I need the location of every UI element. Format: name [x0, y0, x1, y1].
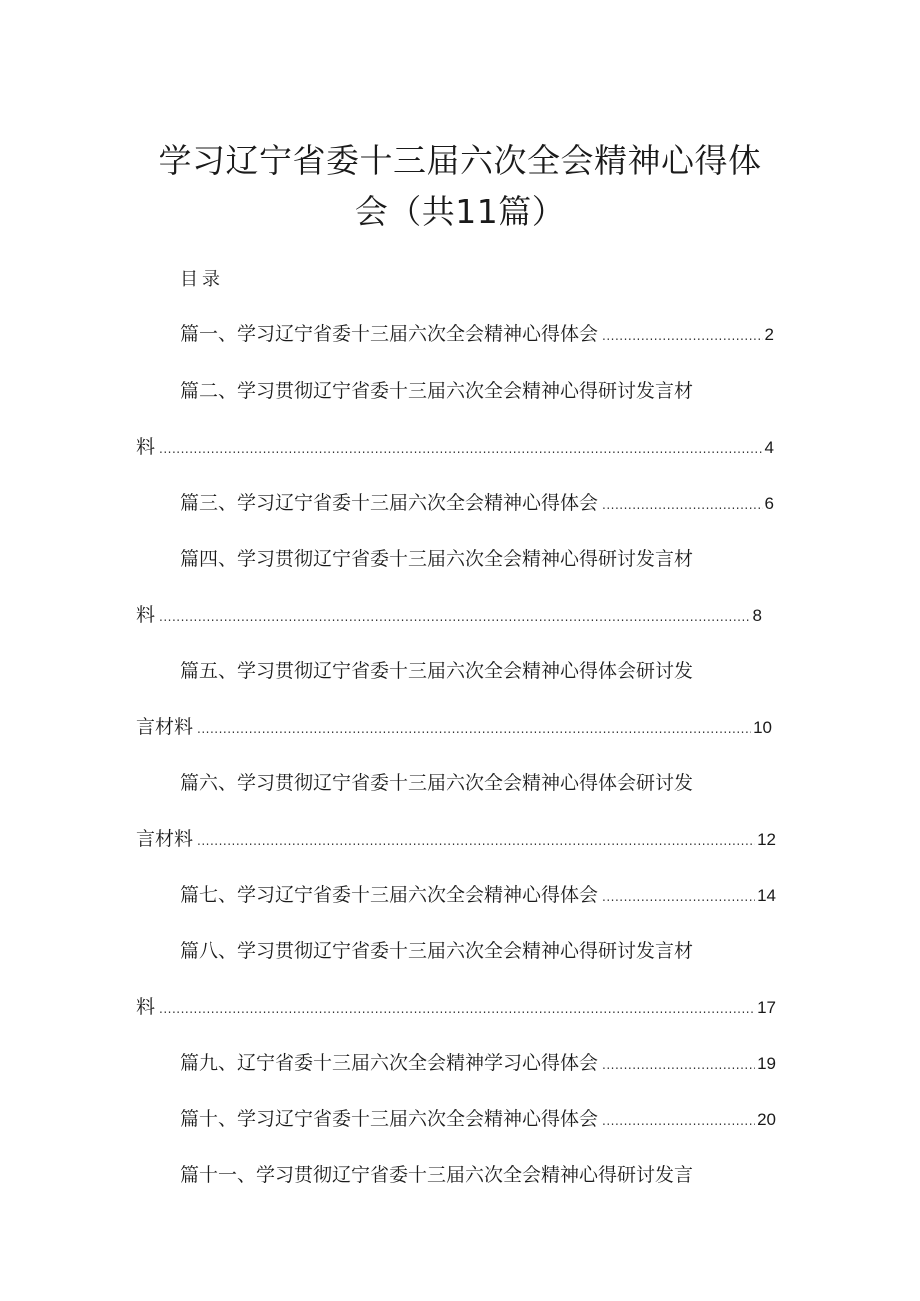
toc-entry-4[interactable] [136, 601, 762, 631]
toc-page-number: 4 [764, 438, 774, 457]
toc-entry-text: 篇九、辽宁省委十三届六次全会精神学习心得体会 [180, 1052, 599, 1074]
toc-entry-4-line1[interactable]: 篇四、学习贯彻辽宁省委十三届六次全会精神心得研讨发言材 [180, 548, 694, 570]
document-title-line2: 会（共11篇） [354, 192, 566, 231]
toc-entry-9[interactable] [180, 1049, 776, 1079]
toc-entry-1[interactable] [180, 320, 774, 350]
toc-leader-dots [159, 995, 755, 1023]
document-title-line1: 学习辽宁省委十三届六次全会精神心得体 [158, 141, 762, 180]
toc-entry-7[interactable] [180, 881, 776, 911]
toc-page-number: 8 [752, 606, 762, 625]
toc-leader-dots [602, 883, 755, 911]
toc-page-number: 17 [757, 998, 776, 1017]
toc-entry-11-line1[interactable]: 篇十一、学习贯彻辽宁省委十三届六次全会精神心得研讨发言 [180, 1164, 694, 1186]
toc-entry-2[interactable] [136, 433, 774, 463]
toc-page-number: 19 [757, 1054, 776, 1073]
toc-entry-8[interactable] [136, 993, 776, 1023]
toc-entry-text: 言材料 [136, 828, 194, 850]
toc-entry-5[interactable] [136, 713, 772, 743]
toc-leader-dots [602, 322, 763, 350]
toc-entry-8-line1[interactable]: 篇八、学习贯彻辽宁省委十三届六次全会精神心得研讨发言材 [180, 940, 694, 962]
toc-entry-text: 篇七、学习辽宁省委十三届六次全会精神心得体会 [180, 884, 599, 906]
toc-page-number: 20 [757, 1110, 776, 1129]
toc-entry-text: 料 [136, 436, 156, 458]
toc-page-number: 10 [753, 718, 772, 737]
toc-entry-text: 篇三、学习辽宁省委十三届六次全会精神心得体会 [180, 492, 599, 514]
toc-leader-dots [159, 603, 751, 631]
toc-leader-dots [197, 827, 755, 855]
toc-leader-dots [159, 435, 763, 463]
toc-entry-3[interactable] [180, 489, 774, 519]
toc-entry-6[interactable] [136, 825, 776, 855]
toc-entry-10[interactable] [180, 1105, 776, 1135]
toc-entry-text: 篇十、学习辽宁省委十三届六次全会精神心得体会 [180, 1108, 599, 1130]
toc-heading: 目录 [180, 269, 224, 290]
toc-leader-dots [602, 1107, 755, 1135]
toc-entry-2-line1[interactable]: 篇二、学习贯彻辽宁省委十三届六次全会精神心得研讨发言材 [180, 380, 694, 402]
toc-page-number: 14 [757, 886, 776, 905]
toc-leader-dots [197, 715, 751, 743]
toc-entry-5-line1[interactable]: 篇五、学习贯彻辽宁省委十三届六次全会精神心得体会研讨发 [180, 660, 694, 682]
toc-entry-text: 篇一、学习辽宁省委十三届六次全会精神心得体会 [180, 323, 599, 345]
toc-entry-text: 料 [136, 604, 156, 626]
toc-leader-dots [602, 1051, 755, 1079]
toc-page-number: 6 [764, 494, 774, 513]
toc-entry-text: 言材料 [136, 716, 194, 738]
toc-entry-6-line1[interactable]: 篇六、学习贯彻辽宁省委十三届六次全会精神心得体会研讨发 [180, 772, 694, 794]
toc-page-number: 2 [764, 325, 774, 344]
toc-page-number: 12 [757, 830, 776, 849]
toc-entry-text: 料 [136, 996, 156, 1018]
toc-leader-dots [602, 491, 763, 519]
